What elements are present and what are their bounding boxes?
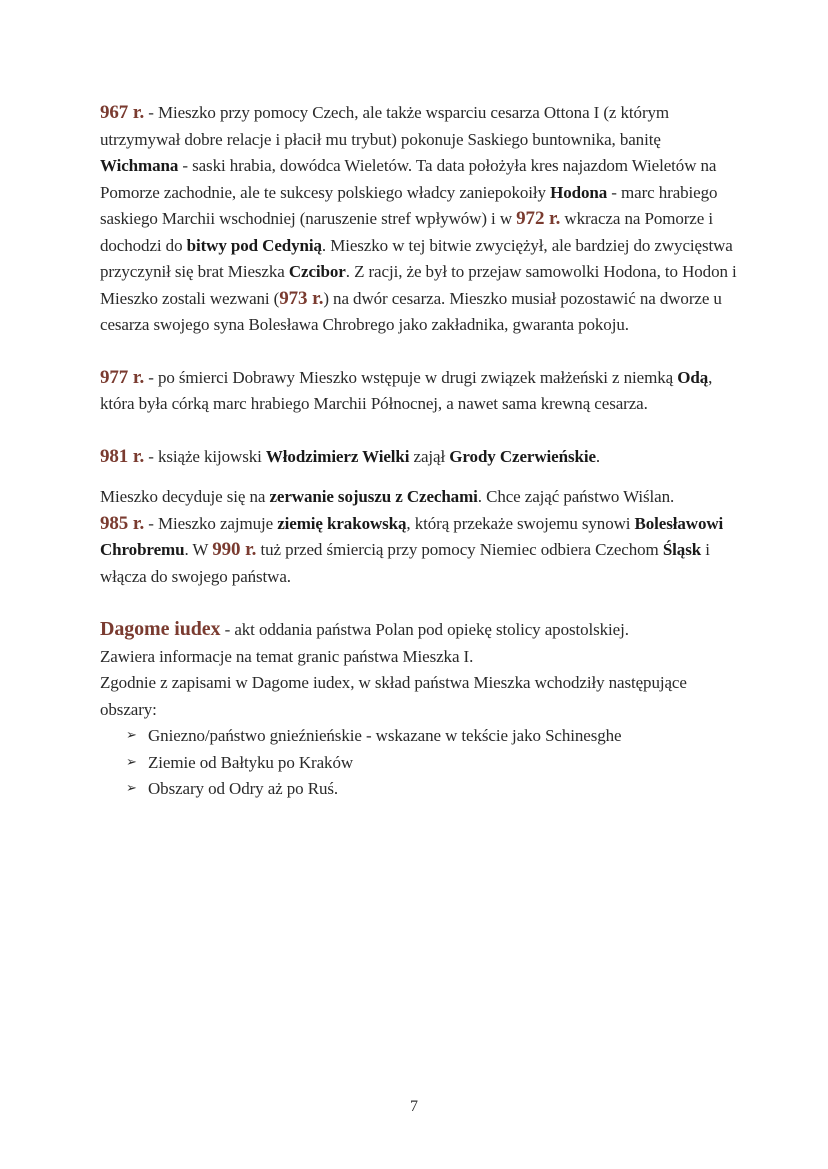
bold-slask: Śląsk bbox=[662, 540, 702, 559]
bold-czcibor: Czcibor bbox=[288, 262, 346, 281]
bold-wichman: Wichmana bbox=[100, 156, 179, 175]
year-972: 972 r. bbox=[516, 208, 561, 229]
bold-wlodzimierz: Włodzimierz Wielki bbox=[265, 446, 410, 466]
arrow-bullet-icon: ➢ bbox=[126, 754, 137, 770]
dagome-line-3: Zgodnie z zapisami w Dagome iudex, w skład państwa Mieszka wchodziły następujące obszary: bbox=[100, 673, 687, 719]
text: . Chce zająć państwo Wiślan. bbox=[477, 487, 675, 506]
year-981: 981 r. bbox=[100, 445, 145, 467]
list-item bbox=[126, 750, 740, 777]
text: Mieszko decyduje się na bbox=[100, 487, 270, 506]
paragraph-981 bbox=[100, 444, 740, 471]
text: , którą przekaże swojemu synowi bbox=[406, 513, 635, 533]
year-977: 977 r. bbox=[100, 366, 145, 388]
page-number: 7 bbox=[410, 1098, 418, 1115]
text: - Mieszko przy pomocy Czech, ale także wsparciu cesarza Ottona I (z którym utrzymywał dobre relacje i płacił mu trybut) pokonuje Saskiego buntownika, banitę bbox=[100, 103, 670, 149]
list-item-text: Ziemie od Bałtyku po Kraków bbox=[148, 752, 354, 772]
bold-zerwanie: zerwanie sojuszu z Czechami bbox=[269, 487, 478, 506]
year-973: 973 r. bbox=[279, 287, 324, 309]
list-item bbox=[126, 776, 740, 803]
year-967: 967 r. bbox=[100, 102, 145, 123]
paragraph-977 bbox=[100, 365, 740, 418]
text: . Z racji, że był to przejaw samowolki Hodona, to Hodon i Mieszko zostali wezwani ( bbox=[100, 262, 737, 308]
text: - Mieszko zajmuje bbox=[144, 513, 278, 533]
dagome-line-2: Zawiera informacje na temat granic państwa Mieszka I. bbox=[100, 646, 474, 666]
term-dagome-iudex: Dagome iudex bbox=[100, 618, 221, 640]
bold-boleslaw: Bolesławowi Chrobremu bbox=[100, 513, 724, 559]
year-985: 985 r. bbox=[100, 512, 145, 534]
paragraph-985 bbox=[100, 484, 740, 590]
text: . bbox=[595, 446, 601, 466]
territory-list bbox=[100, 723, 740, 803]
text: zajął bbox=[409, 446, 450, 466]
bold-oda: Odą bbox=[677, 367, 709, 387]
text: - saski hrabia, dowódca Wieletów. Ta data położyła kres najazdom Wieletów na Pomorze zachodnie, ale te sukcesy polskiego władcy zaniepokoiły bbox=[100, 156, 717, 202]
paragraph-dagome bbox=[100, 616, 740, 803]
bold-cedynia: bitwy pod Cedynią bbox=[186, 235, 322, 255]
text: - książe kijowski bbox=[144, 446, 266, 466]
text: . Mieszko w tej bitwie zwyciężył, ale bardziej do zwycięstwa przyczynił się brat Mieszka bbox=[100, 235, 733, 281]
text: - akt oddania państwa Polan pod opiekę stolicy apostolskiej. bbox=[220, 620, 629, 639]
list-item-text: Obszary od Odry aż po Ruś. bbox=[148, 779, 339, 798]
arrow-bullet-icon: ➢ bbox=[126, 728, 137, 743]
arrow-bullet-icon: ➢ bbox=[126, 781, 137, 796]
list-item-text: Gniezno/państwo gnieźnieńskie - wskazane w tekście jako Schinesghe bbox=[148, 726, 622, 745]
bold-ziemia-krakowska: ziemię krakowską bbox=[277, 513, 407, 533]
year-990: 990 r. bbox=[212, 539, 257, 560]
bold-grody: Grody Czerwieńskie bbox=[449, 446, 596, 466]
text: ) na dwór cesarza. Mieszko musiał pozostawić na dworze u cesarza swojego syna Bolesława Chrobrego jako zakładnika, gwaranta pokoju. bbox=[100, 288, 722, 334]
text: i włącza do swojego państwa. bbox=[100, 540, 710, 586]
list-item bbox=[126, 723, 740, 750]
text: . W bbox=[184, 540, 213, 559]
text: , która była córką marc hrabiego Marchii Północnej, a nawet sama krewną cesarza. bbox=[100, 367, 713, 413]
text: tuż przed śmiercią przy pomocy Niemiec odbiera Czechom bbox=[256, 540, 663, 559]
text: - po śmierci Dobrawy Mieszko wstępuje w drugi związek małżeński z niemką bbox=[144, 367, 678, 387]
text: wkracza na Pomorze i dochodzi do bbox=[100, 209, 713, 255]
dagome-line-1 bbox=[100, 616, 740, 644]
document-page bbox=[100, 100, 740, 829]
text: - marc hrabiego saskiego Marchii wschodniej (naruszenie stref wpływów) i w bbox=[100, 182, 718, 228]
bold-hodon: Hodona bbox=[550, 182, 608, 202]
paragraph-967 bbox=[100, 100, 740, 339]
